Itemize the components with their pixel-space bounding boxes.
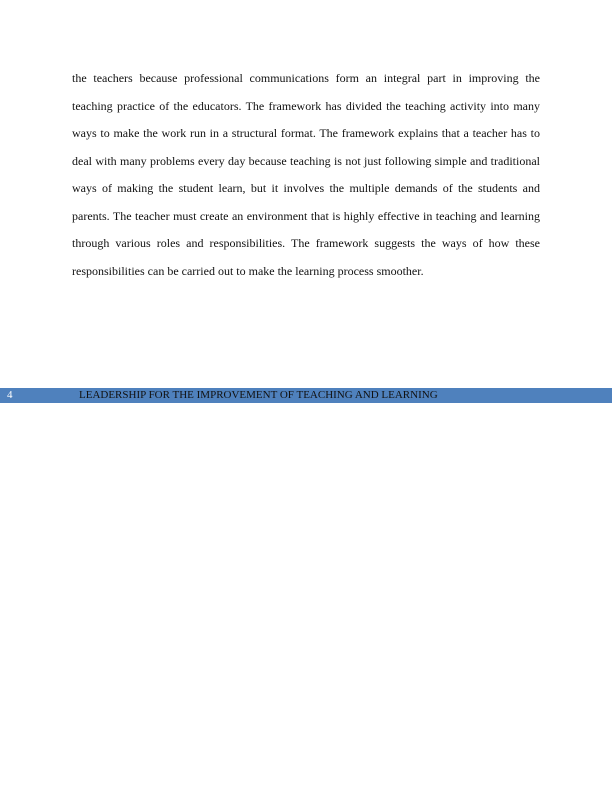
running-head: LEADERSHIP FOR THE IMPROVEMENT OF TEACHING AND LEARNING (79, 389, 438, 401)
body-paragraph: the teachers because professional communications form an integral part in improving the teaching practice of the educators. The framework has divided the teaching activity into many ways to make the work run in a structural format. The framework explains that a teacher has to deal with many problems every day because teaching is not just following simple and traditional ways of making the student learn, but it involves the multiple demands of the students and parents. The teacher must create an environment that is highly effective in teaching and learning through various roles and responsibilities. The framework suggests the ways of how these responsibilities can be carried out to make the learning process smoother. (72, 71, 540, 278)
page-header-bar (0, 388, 612, 403)
page-number: 4 (7, 389, 13, 401)
